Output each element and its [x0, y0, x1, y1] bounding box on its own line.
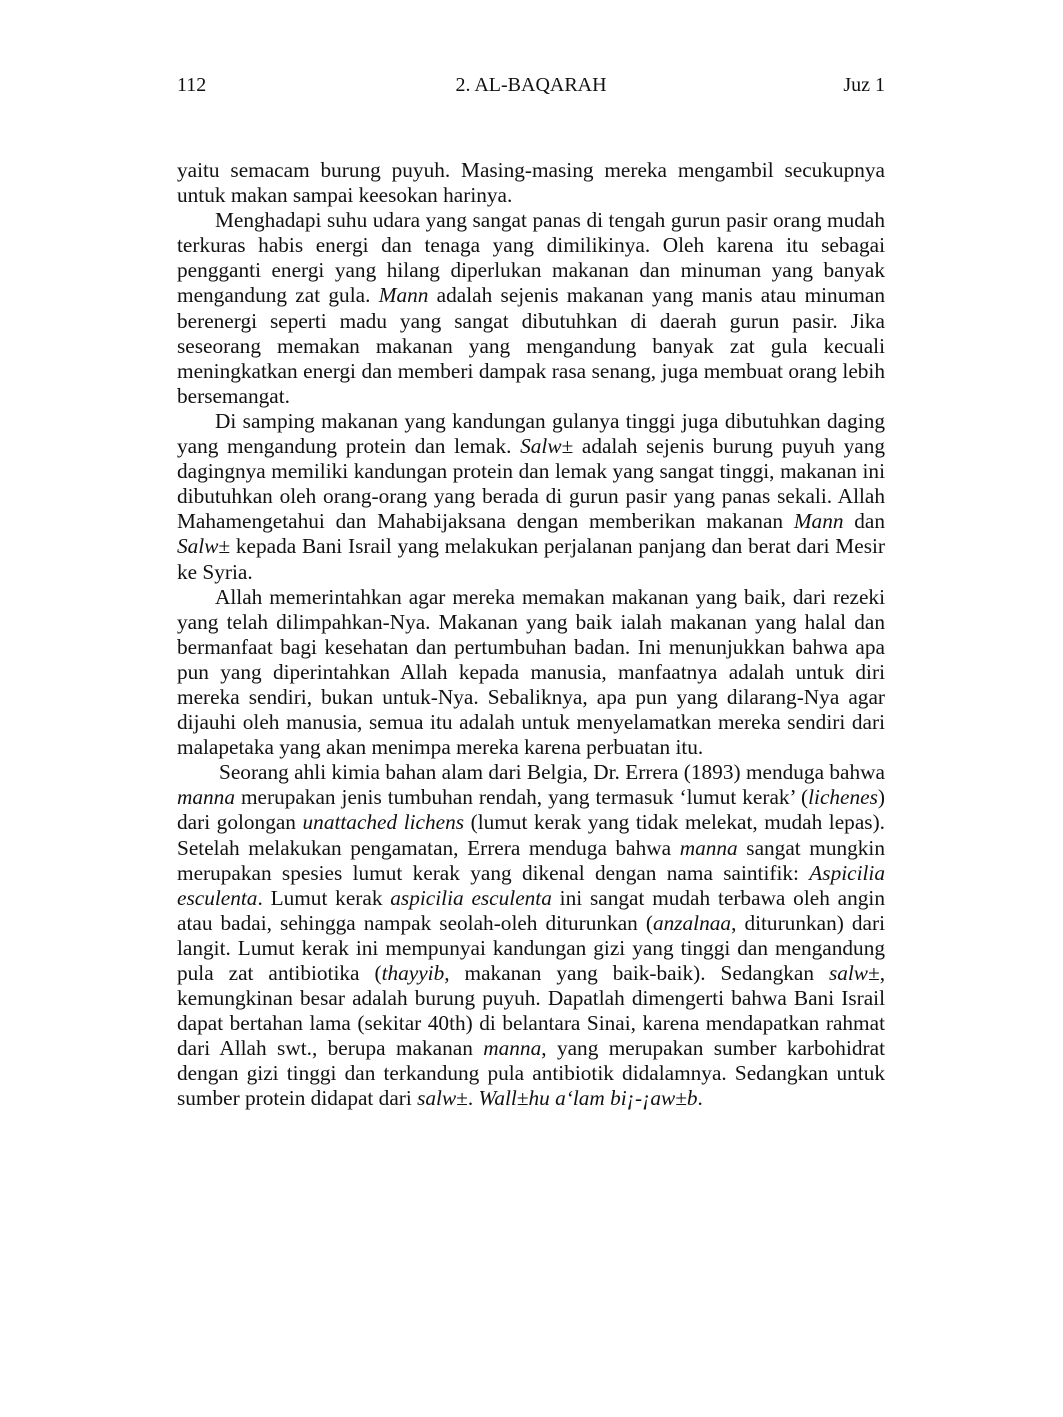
text-run: adalah sejenis makanan yang manis atau minuman berenergi seperti madu yang sangat dibutuhkan di daerah gurun pasir. Jika seseorang memakan makanan yang mengandung banyak zat gula kecuali meningkatkan energi dan memberi dampak rasa senang, juga membuat orang lebih bersemangat. [177, 283, 886, 408]
italic-term: unattached lichens [302, 810, 465, 835]
text-run: sangat mungkin merupakan spesies lumut kerak yang dikenal dengan nama saintifik: [177, 835, 885, 885]
italic-term: salw± [828, 961, 880, 985]
text-run: (lumut kerak yang tidak melekat, mudah lepas). Setelah melakukan pengamatan, Errera menduga bahwa [177, 810, 885, 860]
text-run: , makanan yang baik-baik). Sedangkan [444, 961, 829, 985]
text-run: merupakan jenis tumbuhan rendah, yang termasuk ‘lumut kerak’ ( [234, 785, 809, 810]
italic-term: manna [679, 835, 738, 860]
paragraph-text: Allah memerintahkan agar mereka memakan makanan yang baik, dari rezeki yang telah dilimpahkan-Nya. Makanan yang baik ialah makanan yang halal dan bermanfaat bagi kesehatan dan pertumbuhan badan. Ini menunjukkan bahwa apa pun yang diperintahkan Allah kepada manusia, manfaatnya adalah untuk diri mereka sendiri, bukan untuk-Nya. Sebaliknya, apa pun yang dilarang-Nya agar dijauhi oleh manusia, semua itu adalah untuk menyelamatkan mereka sendiri dari malapetaka yang akan menimpa mereka karena perbuatan itu. [177, 584, 885, 760]
italic-term: lichenes [808, 785, 878, 810]
italic-term: Mann [378, 283, 429, 308]
text-run: Seorang ahli kimia bahan alam dari Belgia, Dr. Errera (1893) menduga bahwa [219, 760, 885, 785]
paragraph-continuation [177, 158, 885, 208]
italic-term: Salw± [177, 534, 231, 559]
italic-term: aspicilia esculenta [390, 885, 552, 910]
paragraph-errera [177, 760, 885, 1111]
text-run: Menghadapi suhu udara yang sangat panas di tengah gurun pasir orang mudah terkuras habis energi dan tenaga yang dimilikinya. Oleh karena itu sebagai pengganti energi yang hilang diperlukan makanan dan minuman yang banyak mengandung zat gula. [177, 208, 885, 308]
italic-term: Aspicilia esculenta [177, 860, 885, 910]
juz-label: Juz 1 [843, 74, 885, 96]
paragraph-text: yaitu semacam burung puyuh. Masing-masing mereka mengambil secukupnya untuk makan sampai keesokan harinya. [177, 158, 885, 208]
text-run: . [697, 1086, 703, 1111]
text-run: , kemungkinan besar adalah burung puyuh. Dapatlah dimengerti bahwa Bani Israil dapat bertahan lama (sekitar 40th) di belantara Sinai, karena mendapatkan rahmat dari Allah swt., berupa makanan [177, 961, 886, 1061]
italic-term: salw± [417, 1086, 468, 1111]
italic-term: Wall±hu a‘lam bi¡-¡aw±b [478, 1086, 698, 1111]
italic-term: manna [483, 1036, 542, 1061]
text-run: ini sangat mudah terbawa oleh angin atau badai, sehingga nampak seolah-oleh diturunkan ( [177, 885, 885, 935]
italic-term: anzalnaa [652, 910, 732, 935]
chapter-title: 2. AL-BAQARAH [455, 74, 607, 96]
paragraph-command [177, 585, 885, 761]
text-run: . Lumut kerak [257, 885, 391, 910]
paragraph-energy [177, 208, 885, 409]
text-run: dan [843, 509, 885, 534]
italic-term: Mann [793, 509, 844, 534]
text-run: , yang merupakan sumber karbohidrat dengan gizi tinggi dan terkandung pula antibiotik didalamnya. Sedangkan untuk sumber protein didapat dari [177, 1036, 885, 1111]
text-run: adalah sejenis burung puyuh yang dagingnya memiliki kandungan protein dan lemak yang sangat tinggi, makanan ini dibutuhkan oleh orang-orang yang berada di gurun pasir yang panas sekali. Allah Mahamengetahui dan Mahabijaksana dengan memberikan makanan [177, 434, 885, 534]
italic-term: manna [177, 785, 235, 810]
text-run: , diturunkan) dari langit. Lumut kerak ini mempunyai kandungan gizi yang tinggi dan mengandung pula zat antibiotika ( [177, 910, 885, 985]
italic-term: thayyib [381, 961, 445, 985]
text-run: ) dari golongan [177, 785, 885, 835]
page-header [177, 70, 885, 100]
text-run: kepada Bani Israil yang melakukan perjalanan panjang dan berat dari Mesir ke Syria. [177, 534, 885, 584]
paragraph-protein [177, 409, 885, 585]
page-number: 112 [177, 74, 207, 96]
text-run: Di samping makanan yang kandungan gulanya tinggi juga dibutuhkan daging yang mengandung protein dan lemak. [177, 408, 885, 459]
body-text [177, 158, 885, 1112]
italic-term: Salw± [520, 434, 574, 459]
text-run: . [467, 1086, 479, 1111]
